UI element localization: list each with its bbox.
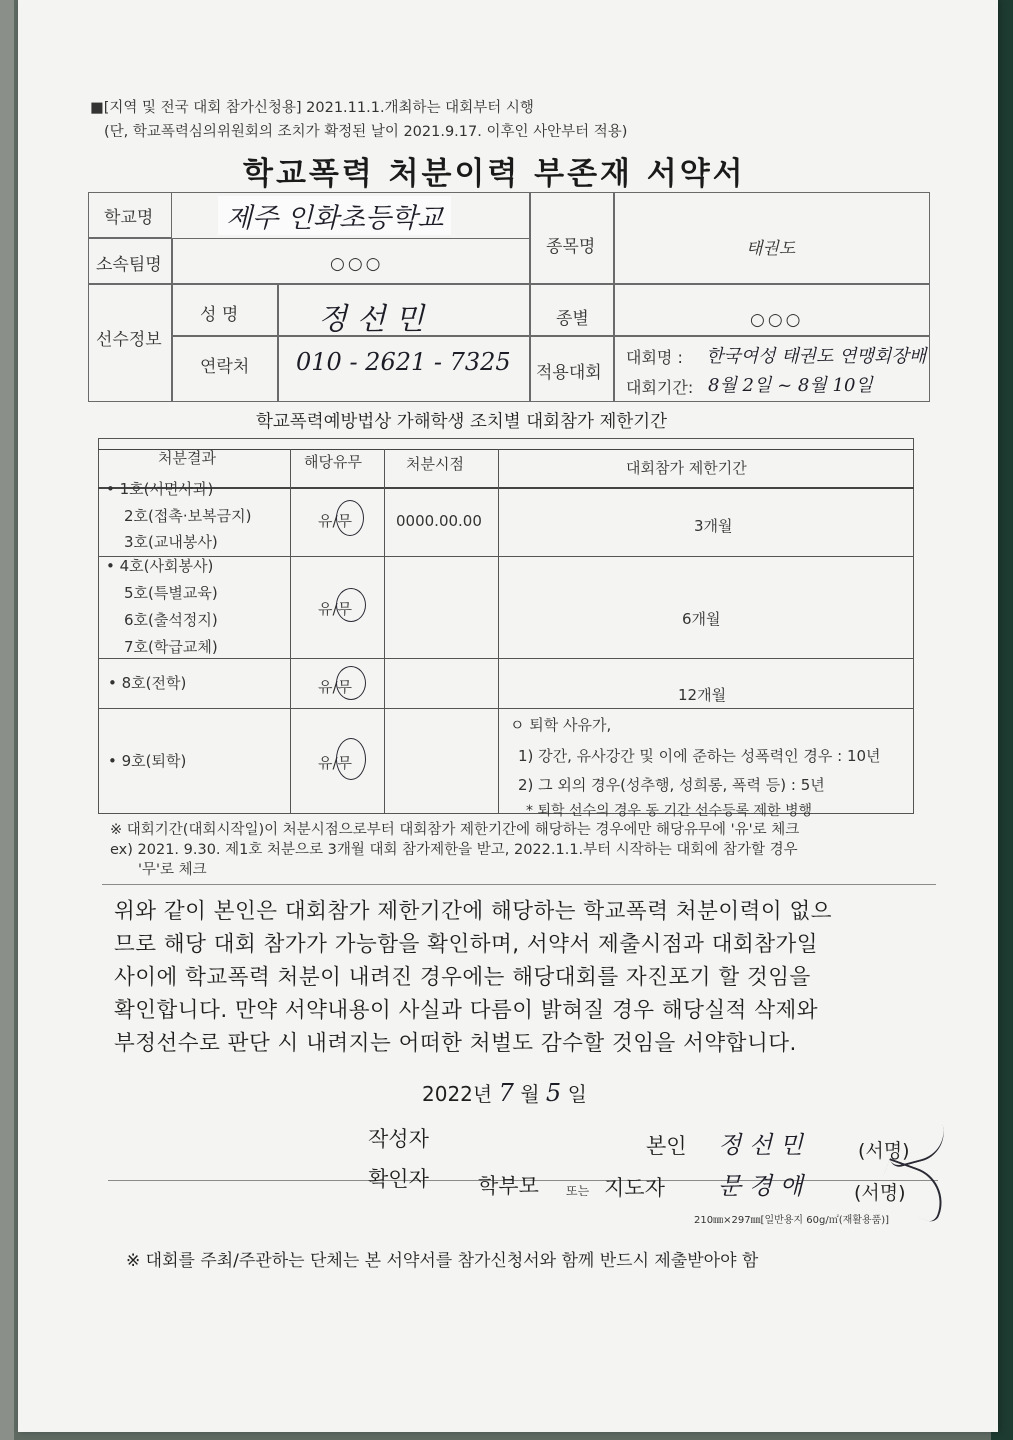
signature-1-label: (서명) [858, 1140, 910, 1162]
declaration-line-4: 확인합니다. 만약 서약내용이 사실과 다름이 밝혀질 경우 해당실적 삭제와 [114, 998, 819, 1023]
table-row-1-result-1: • 1호(서면사과) [106, 480, 214, 498]
confirm-label: 확인자 [368, 1167, 429, 1191]
table-row-4-result-1: • 9호(퇴학) [108, 752, 187, 770]
declaration-line-3: 사이에 학교폭력 처분이 내려진 경우에는 해당대회를 자진포기 할 것임을 [114, 965, 811, 990]
table-row-1-result-2: 2호(접촉·보복금지) [124, 507, 252, 525]
parent-label: 학부모 [478, 1174, 539, 1198]
notice-line-2: (단, 학교폭력심의위원회의 조치가 확정된 날이 2021.9.17. 이후인 사안부터 적용) [104, 124, 628, 140]
header-result: 처분결과 [158, 449, 216, 467]
note-1: ※ 대회기간(대회시작일)이 처분시점으로부터 대회참가 제한기간에 해당하는 경우에만 해당유무에 '유'로 체크 [110, 822, 800, 838]
declaration-line-1: 위와 같이 본인은 대회참가 제한기간에 해당하는 학교폭력 처분이력이 없으 [114, 899, 833, 924]
gender-value: ○○○ [750, 310, 804, 330]
name-label: 성 명 [200, 305, 239, 325]
or-label: 또는 [566, 1184, 590, 1198]
gender-label: 종별 [556, 309, 589, 329]
footer-note: ※ 대회를 주최/주관하는 단체는 본 서약서를 참가신청서와 함께 반드시 제출받아야 함 [126, 1251, 759, 1271]
table-row-1-result-3: 3호(교내봉사) [124, 533, 218, 551]
table-row-4-period-line-2: 1) 강간, 유사강간 및 이에 준하는 성폭력인 경우 : 10년 [518, 747, 881, 765]
table-row-2-result-2: 5호(특별교육) [124, 584, 218, 602]
tournament-period-value: 8월 2일 ~ 8월 10일 [708, 375, 873, 396]
row-2-check-circle [336, 588, 366, 622]
school-value: 제주 인화초등학교 [218, 196, 451, 235]
restriction-table-title: 학교폭력예방법상 가해학생 조치별 대회참가 제한기간 [256, 412, 668, 432]
table-row-1-date: 0000.00.00 [396, 512, 482, 530]
table-row-3-applicable: 유/무 [318, 678, 353, 696]
document-page [18, 0, 998, 1432]
divider-top [102, 884, 936, 885]
player-info-label: 선수정보 [96, 330, 162, 350]
applied-tournament-label: 적용대회 [536, 363, 602, 383]
notice-line-1: ■[지역 및 전국 대회 참가신청용] 2021.11.1.개최하는 대회부터 시행 [90, 100, 534, 116]
self-name: 정 선 민 [718, 1131, 803, 1159]
row-3-check-circle [336, 666, 366, 700]
event-value: 태권도 [746, 239, 796, 259]
contact-value: 010 - 2621 - 7325 [296, 348, 511, 376]
date-year: 2022 [422, 1082, 473, 1106]
table-row-4-period-line-4: * 퇴학 선수의 경우 동 기간 선수등록 제한 병행 [526, 803, 813, 819]
date-day: 5 [545, 1079, 562, 1107]
date-year-suffix: 년 [472, 1082, 493, 1106]
table-row-4-period-line-1: ㅇ 퇴학 사유가, [510, 716, 612, 734]
row-4-check-circle [336, 738, 366, 780]
table-row-4-applicable: 유/무 [318, 754, 353, 772]
table-row-2-result-4: 7호(학급교체) [124, 638, 218, 656]
header-applicable: 해당유무 [304, 453, 362, 471]
table-row-4-period-line-3: 2) 그 외의 경우(성추행, 성희롱, 폭력 등) : 5년 [518, 776, 825, 794]
team-label: 소속팀명 [96, 255, 162, 275]
table-row-2-period: 6개월 [682, 610, 721, 628]
signature-2-label: (서명) [854, 1182, 906, 1204]
table-row-2-result-3: 6호(출석정지) [124, 611, 218, 629]
coach-label: 지도자 [604, 1176, 665, 1200]
paper-spec: 210㎜×297㎜[일반용지 60g/㎡(재활용품)] [694, 1215, 890, 1226]
background-left-edge [0, 0, 14, 1440]
coach-name: 문 경 애 [718, 1172, 803, 1200]
name-value: 정 선 민 [318, 302, 425, 337]
declaration-line-5: 부정선수로 판단 시 내려지는 어떠한 처벌도 감수할 것임을 서약합니다. [114, 1031, 797, 1056]
note-3: '무'로 체크 [138, 862, 207, 878]
row-1-check-circle [336, 500, 364, 536]
header-date: 처분시점 [406, 455, 464, 473]
school-label: 학교명 [104, 208, 154, 228]
contact-label: 연락처 [200, 357, 250, 377]
tournament-name-label: 대회명 : [626, 348, 683, 367]
table-row-2-result-1: • 4호(사회봉사) [106, 557, 214, 575]
table-row-1-period: 3개월 [694, 517, 733, 535]
table-row-3-result-1: • 8호(전학) [108, 674, 187, 692]
date-month-suffix: 월 [520, 1082, 540, 1106]
date-line [422, 1078, 587, 1107]
note-2: ex) 2021. 9.30. 제1호 처분으로 3개월 대회 참가제한을 받고, 2022.1.1.부터 시작하는 대회에 참가할 경우 [110, 842, 798, 858]
declaration-line-2: 므로 해당 대회 참가가 가능함을 확인하며, 서약서 제출시점과 대회참가일 [114, 932, 819, 957]
self-label: 본인 [646, 1134, 687, 1158]
table-row-2-applicable: 유/무 [318, 600, 353, 618]
table-row-1-applicable: 유/무 [318, 512, 353, 530]
tournament-name-value: 한국여성 태권도 연맹회장배 [706, 346, 927, 367]
event-label: 종목명 [546, 237, 596, 257]
team-value: ○○○ [330, 254, 384, 274]
tournament-period-label: 대회기간: [626, 378, 694, 397]
date-month: 7 [498, 1079, 514, 1107]
date-day-suffix: 일 [567, 1082, 587, 1106]
header-period: 대회참가 제한기간 [626, 459, 747, 477]
table-row-3-period: 12개월 [678, 686, 727, 704]
document-title: 학교폭력 처분이력 부존재 서약서 [243, 156, 746, 192]
writer-label: 작성자 [368, 1127, 429, 1151]
